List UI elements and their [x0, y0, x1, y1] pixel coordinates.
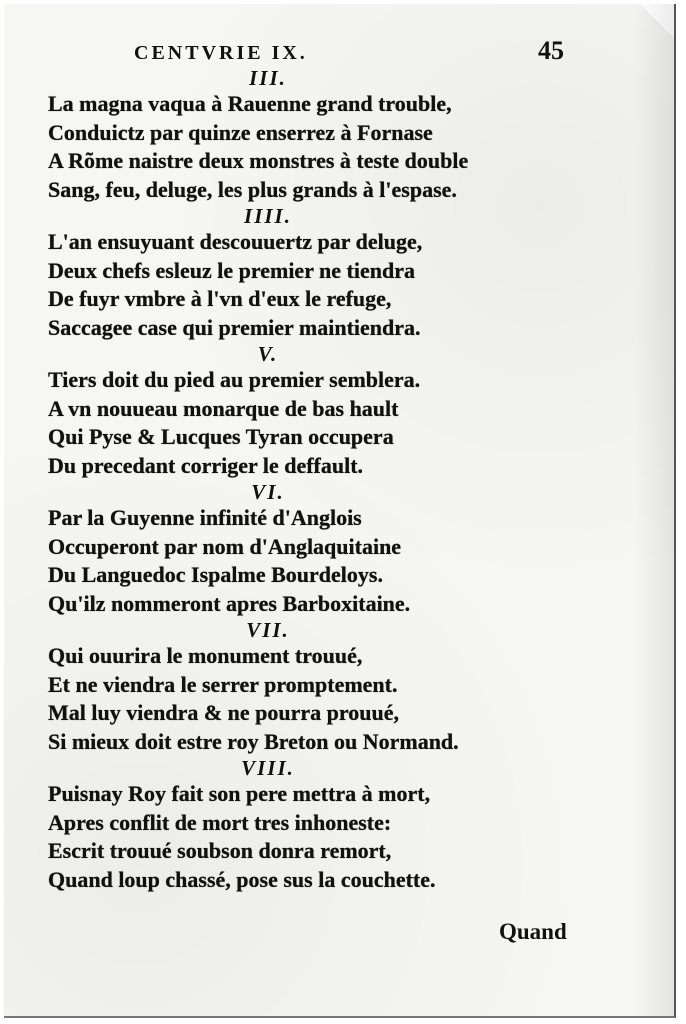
quatrain-list — [48, 66, 588, 894]
quatrain-number: VI. — [251, 480, 285, 504]
quatrain-number: VII. — [246, 618, 290, 642]
verse-line: Escrit trouué soubson donra remort, — [48, 838, 392, 863]
verse-line: Et ne viendra le serrer promptement. — [48, 671, 398, 697]
verse-line: Tiers doit du pied au premier semblera. — [48, 367, 421, 392]
verse-line: Quand loup chassé, pose sus la couchette. — [48, 866, 436, 892]
verse-line: Saccagee case qui premier maintiendra. — [48, 314, 421, 340]
quatrain — [48, 204, 588, 342]
quatrain-number: VIII. — [241, 756, 295, 780]
verse-line: Mal luy viendra & ne pourra prouué, — [48, 700, 400, 725]
quatrain — [48, 480, 588, 618]
verse-line: Sang, feu, deluge, les plus grands à l'espase. — [48, 176, 457, 202]
verse-line: Du precedant corriger le deffault. — [48, 452, 364, 478]
quatrain — [48, 342, 588, 480]
quatrain — [48, 618, 588, 756]
verse-line: La magna vaqua à Rauenne grand trouble, — [48, 91, 452, 116]
verse-line: Puisnay Roy fait son pere mettra à mort, — [48, 781, 431, 806]
verse-line: A Rõme naistre deux monstres à teste double — [48, 148, 469, 173]
verse-line: Par la Guyenne infinité d'Anglois — [48, 505, 362, 530]
quatrain — [48, 756, 588, 894]
page-number: 45 — [538, 36, 564, 65]
verse-line: De fuyr vmbre à l'vn d'eux le refuge, — [48, 286, 392, 311]
book-page — [4, 4, 676, 1018]
page-corner — [640, 4, 674, 38]
running-head: CENTVRIE IX. — [134, 42, 308, 64]
verse-line: Deux chefs esleuz le premier ne tiendra — [48, 257, 415, 283]
quatrain-number: III. — [249, 66, 287, 90]
quatrain-number: IIII. — [244, 204, 292, 228]
verse-line: A vn nouueau monarque de bas hault — [48, 395, 399, 421]
quatrain-number: V. — [257, 342, 279, 366]
verse-line: Qui ouurira le monument trouué, — [48, 643, 363, 668]
catchword: Quand — [499, 919, 567, 944]
quatrain — [48, 66, 588, 204]
verse-line: Conduictz par quinze enserrez à Fornase — [48, 119, 433, 145]
verse-line: Si mieux doit estre roy Breton ou Normand. — [48, 728, 459, 754]
verse-line: Apres conflit de mort tres inhoneste: — [48, 809, 392, 835]
verse-line: Qu'ilz nommeront apres Barboxitaine. — [48, 590, 411, 616]
verse-line: Du Languedoc Ispalme Bourdeloys. — [48, 562, 383, 587]
verse-line: Qui Pyse & Lucques Tyran occupera — [48, 424, 394, 449]
verse-line: L'an ensuyuant descouuertz par deluge, — [48, 229, 423, 254]
verse-line: Occuperont par nom d'Anglaquitaine — [48, 533, 402, 559]
